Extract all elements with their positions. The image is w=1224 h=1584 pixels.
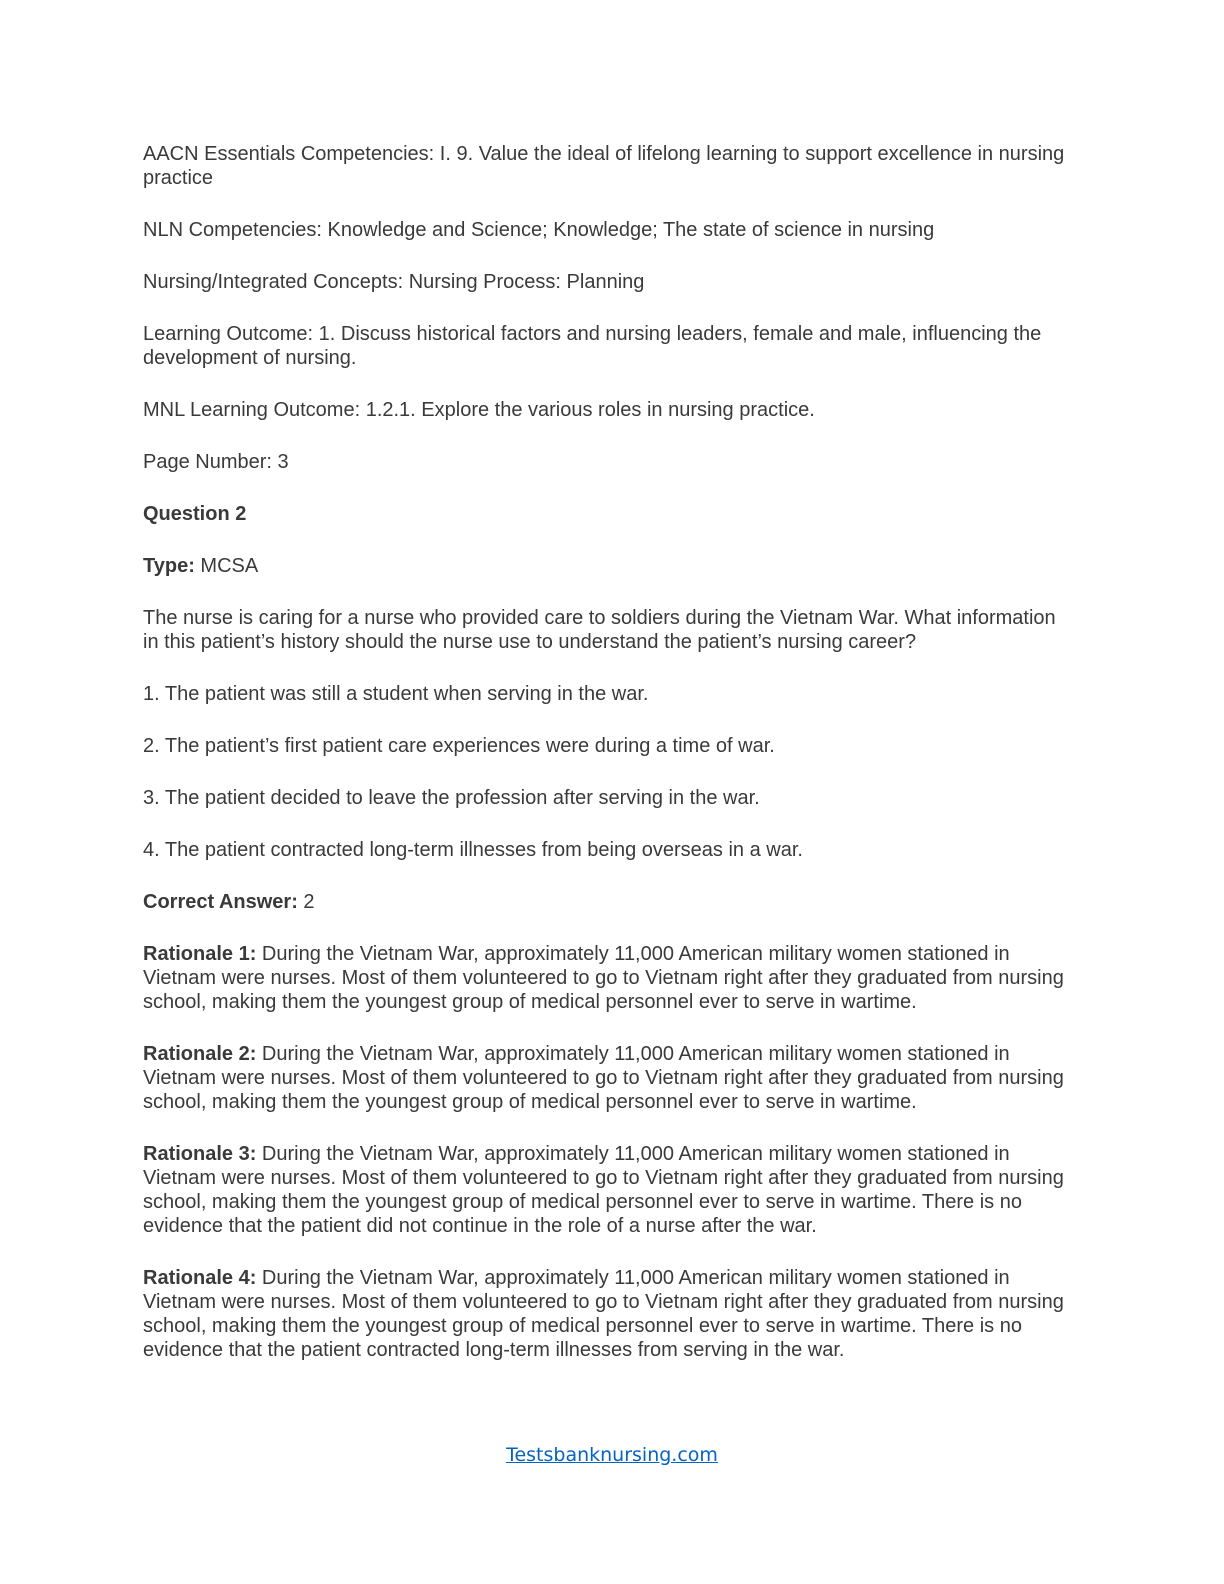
rationale-2-label: Rationale 2:: [143, 1043, 257, 1065]
nln-competencies: NLN Competencies: Knowledge and Science; Knowledge; The state of science in nursing: [143, 219, 935, 241]
nursing-integrated-concepts: Nursing/Integrated Concepts: Nursing Process: Planning: [143, 271, 645, 293]
question-heading: Question 2: [143, 503, 247, 525]
rationale-2: [143, 1042, 1073, 1114]
document-body: [143, 142, 1073, 1390]
question-type-label: Type:: [143, 555, 195, 577]
question-stem: The nurse is caring for a nurse who provided care to soldiers during the Vietnam War. What information in this patient’s history should the nurse use to understand the patient’s nursing career?: [143, 607, 1056, 653]
rationale-1-text: During the Vietnam War, approximately 11,000 American military women stationed in Vietnam were nurses. Most of them volunteered to go to Vietnam right after they graduated from nursing school, making them the youngest group of medical personnel ever to serve in wartime.: [143, 943, 1064, 1013]
aacn-competencies: AACN Essentials Competencies: I. 9. Value the ideal of lifelong learning to support excellence in nursing practice: [143, 143, 1065, 189]
rationale-3-label: Rationale 3:: [143, 1143, 257, 1165]
correct-answer: [143, 890, 1073, 914]
rationale-4: [143, 1266, 1073, 1362]
rationale-2-text: During the Vietnam War, approximately 11,000 American military women stationed in Vietnam were nurses. Most of them volunteered to go to Vietnam right after they graduated from nursing school, making them the youngest group of medical personnel ever to serve in wartime.: [143, 1043, 1064, 1113]
question-type-value: MCSA: [194, 555, 259, 577]
rationale-4-label: Rationale 4:: [143, 1267, 257, 1289]
footer-link[interactable]: Testsbanknursing.com: [506, 1444, 718, 1466]
correct-answer-value: 2: [297, 891, 315, 913]
rationale-1: [143, 942, 1073, 1014]
page-number: Page Number: 3: [143, 451, 289, 473]
correct-answer-label: Correct Answer:: [143, 891, 298, 913]
rationale-1-label: Rationale 1:: [143, 943, 257, 965]
page-footer: [0, 1444, 1224, 1466]
question-type: [143, 554, 1073, 578]
mnl-learning-outcome: MNL Learning Outcome: 1.2.1. Explore the various roles in nursing practice.: [143, 399, 815, 421]
rationale-3: [143, 1142, 1073, 1238]
answer-option-3: 3. The patient decided to leave the profession after serving in the war.: [143, 787, 760, 809]
answer-option-2: 2. The patient’s first patient care experiences were during a time of war.: [143, 735, 775, 757]
rationale-3-text: During the Vietnam War, approximately 11,000 American military women stationed in Vietnam were nurses. Most of them volunteered to go to Vietnam right after they graduated from nursing school, making them the youngest group of medical personnel ever to serve in wartime. There is no evidence that the patient did not continue in the role of a nurse after the war.: [143, 1143, 1064, 1237]
answer-option-1: 1. The patient was still a student when serving in the war.: [143, 683, 649, 705]
answer-option-4: 4. The patient contracted long-term illnesses from being overseas in a war.: [143, 839, 803, 861]
rationale-4-text: During the Vietnam War, approximately 11,000 American military women stationed in Vietnam were nurses. Most of them volunteered to go to Vietnam right after they graduated from nursing school, making them the youngest group of medical personnel ever to serve in wartime. There is no evidence that the patient contracted long-term illnesses from serving in the war.: [143, 1267, 1064, 1361]
learning-outcome: Learning Outcome: 1. Discuss historical factors and nursing leaders, female and male, influencing the development of nursing.: [143, 323, 1042, 369]
